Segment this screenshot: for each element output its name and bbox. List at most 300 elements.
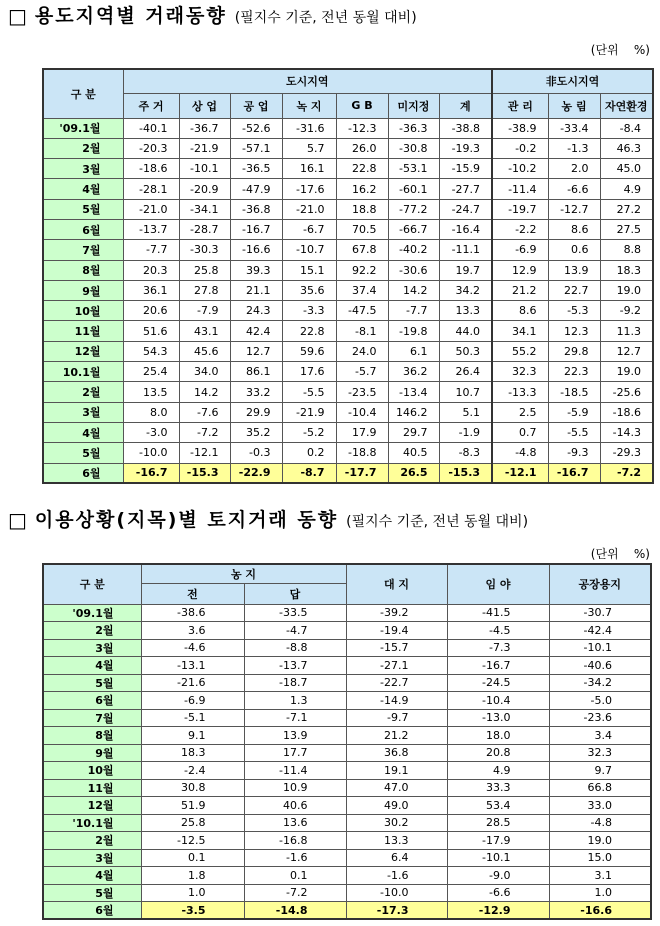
row-label: 7월 — [43, 709, 141, 727]
table-cell: 12.7 — [230, 341, 282, 361]
row-label: 2월 — [43, 622, 141, 640]
table-cell: -15.3 — [179, 463, 230, 483]
land-use-transaction-table — [42, 563, 652, 920]
section1-unit: (단위 %) — [590, 43, 650, 57]
table-cell: 86.1 — [230, 362, 282, 382]
row-label: 10월 — [43, 762, 141, 780]
table-row — [43, 744, 651, 762]
table-cell: -14.3 — [600, 422, 653, 442]
table-cell: -77.2 — [388, 199, 439, 219]
table-cell: 13.3 — [439, 301, 492, 321]
row-label: 3월 — [43, 159, 123, 179]
table-cell: -7.2 — [600, 463, 653, 483]
table-cell: -13.1 — [141, 657, 244, 675]
table-cell: -18.8 — [336, 443, 388, 463]
section1-subtitle: (필지수 기준, 전년 동월 대비) — [234, 10, 417, 26]
table-row — [43, 867, 651, 885]
table-row — [43, 779, 651, 797]
table-row — [43, 884, 651, 902]
table-row — [43, 422, 653, 442]
table-row — [43, 762, 651, 780]
table-cell: -7.2 — [244, 884, 346, 902]
table-cell: -4.7 — [244, 622, 346, 640]
section2-heading — [8, 508, 656, 534]
table-cell: 12.7 — [600, 341, 653, 361]
table-cell: -12.7 — [548, 199, 600, 219]
table-cell: -6.6 — [548, 179, 600, 199]
table-cell: 0.1 — [141, 849, 244, 867]
row-label: 10월 — [43, 301, 123, 321]
table-cell: 22.3 — [548, 362, 600, 382]
table-cell: 21.1 — [230, 280, 282, 300]
row-label: 4월 — [43, 867, 141, 885]
table-row — [43, 902, 651, 920]
table-row — [43, 362, 653, 382]
table-cell: 1.0 — [141, 884, 244, 902]
row-label: 3월 — [43, 639, 141, 657]
table-cell: 21.2 — [492, 280, 548, 300]
table-cell: 51.6 — [123, 321, 179, 341]
table-cell: 54.3 — [123, 341, 179, 361]
table-cell: -1.6 — [346, 867, 447, 885]
section1-heading — [8, 4, 656, 30]
table-cell: -3.3 — [282, 301, 336, 321]
table-cell: -4.5 — [447, 622, 549, 640]
table-cell: -53.1 — [388, 159, 439, 179]
table-cell: -57.1 — [230, 138, 282, 158]
zoning-transaction-table — [42, 68, 654, 484]
row-label: 12월 — [43, 341, 123, 361]
table-cell: -0.3 — [230, 443, 282, 463]
table-cell: 21.2 — [346, 727, 447, 745]
table-row — [43, 443, 653, 463]
table-row — [43, 301, 653, 321]
table-cell: -18.6 — [123, 159, 179, 179]
row-label: 5월 — [43, 199, 123, 219]
table-cell: 33.3 — [447, 779, 549, 797]
table-cell: -30.7 — [549, 604, 651, 622]
row-label: 12월 — [43, 797, 141, 815]
table-cell: 66.8 — [549, 779, 651, 797]
table-cell: 12.9 — [492, 260, 548, 280]
table-cell: -29.3 — [600, 443, 653, 463]
table-cell: -16.7 — [230, 219, 282, 239]
table-cell: -13.4 — [388, 382, 439, 402]
col-header-dry-field: 전 — [141, 583, 244, 604]
table-cell: 0.2 — [282, 443, 336, 463]
table-cell: 19.7 — [439, 260, 492, 280]
table-cell: 34.1 — [492, 321, 548, 341]
table-cell: 8.6 — [492, 301, 548, 321]
table-cell: -18.7 — [244, 674, 346, 692]
table-cell: 8.8 — [600, 240, 653, 260]
table-cell: -10.1 — [179, 159, 230, 179]
row-label: 7월 — [43, 240, 123, 260]
table-cell: 11.3 — [600, 321, 653, 341]
table-cell: -10.0 — [346, 884, 447, 902]
table-row — [43, 159, 653, 179]
table-cell: -5.0 — [549, 692, 651, 710]
table-cell: -5.3 — [548, 301, 600, 321]
table-cell: -16.6 — [549, 902, 651, 920]
col-header-factory-site: 공장용지 — [549, 564, 651, 604]
table-cell: -33.5 — [244, 604, 346, 622]
table-cell: -16.7 — [447, 657, 549, 675]
table-cell: 20.8 — [447, 744, 549, 762]
table-cell: 15.0 — [549, 849, 651, 867]
table-row — [43, 604, 651, 622]
table-cell: -17.9 — [447, 832, 549, 850]
table-cell: -21.9 — [179, 138, 230, 158]
table-cell: 10.7 — [439, 382, 492, 402]
table-cell: -5.5 — [548, 422, 600, 442]
table-cell: 28.5 — [447, 814, 549, 832]
table-cell: -30.3 — [179, 240, 230, 260]
section2-title: 이용상황(지목)별 토지거래 동향 — [34, 509, 339, 531]
table-cell: -30.6 — [388, 260, 439, 280]
row-label: 6월 — [43, 692, 141, 710]
table-cell: 34.2 — [439, 280, 492, 300]
table-cell: -4.6 — [141, 639, 244, 657]
table-cell: -31.6 — [282, 118, 336, 138]
row-label: 3월 — [43, 849, 141, 867]
table-cell: 45.6 — [179, 341, 230, 361]
table-cell: 33.2 — [230, 382, 282, 402]
table-cell: -20.9 — [179, 179, 230, 199]
table-cell: -16.6 — [230, 240, 282, 260]
table-cell: 45.0 — [600, 159, 653, 179]
col-header-management: 관 리 — [492, 93, 548, 118]
table-cell: -66.7 — [388, 219, 439, 239]
table-cell: 10.9 — [244, 779, 346, 797]
table-cell: -11.1 — [439, 240, 492, 260]
row-label: 2월 — [43, 832, 141, 850]
zoning-table-body — [43, 118, 653, 483]
table-cell: -38.8 — [439, 118, 492, 138]
table-cell: -5.1 — [141, 709, 244, 727]
table-cell: -40.1 — [123, 118, 179, 138]
col-header-green: 녹 지 — [282, 93, 336, 118]
table-cell: -11.4 — [244, 762, 346, 780]
table-cell: 16.2 — [336, 179, 388, 199]
table-cell: 35.2 — [230, 422, 282, 442]
row-label: 9월 — [43, 744, 141, 762]
table-cell: -10.2 — [492, 159, 548, 179]
table-cell: -14.8 — [244, 902, 346, 920]
table-cell: -14.9 — [346, 692, 447, 710]
table-cell: -36.3 — [388, 118, 439, 138]
table-cell: -1.6 — [244, 849, 346, 867]
table-cell: 19.0 — [600, 362, 653, 382]
table-cell: -19.3 — [439, 138, 492, 158]
table-cell: -19.7 — [492, 199, 548, 219]
table-cell: -21.0 — [123, 199, 179, 219]
table-cell: 17.6 — [282, 362, 336, 382]
table-row — [43, 622, 651, 640]
table-cell: -40.2 — [388, 240, 439, 260]
table-cell: -6.7 — [282, 219, 336, 239]
table-cell: -16.7 — [548, 463, 600, 483]
table-cell: 18.0 — [447, 727, 549, 745]
row-label: 11월 — [43, 321, 123, 341]
table-cell: 33.0 — [549, 797, 651, 815]
table-cell: -7.2 — [179, 422, 230, 442]
table-cell: -10.4 — [336, 402, 388, 422]
table-cell: 25.4 — [123, 362, 179, 382]
table-cell: 47.0 — [346, 779, 447, 797]
table-cell: 55.2 — [492, 341, 548, 361]
table-cell: -7.1 — [244, 709, 346, 727]
table-cell: 16.1 — [282, 159, 336, 179]
table-cell: 26.5 — [388, 463, 439, 483]
table-row — [43, 341, 653, 361]
table-cell: -5.7 — [336, 362, 388, 382]
table-cell: -10.1 — [549, 639, 651, 657]
col-header-commercial: 상 업 — [179, 93, 230, 118]
table-cell: -6.9 — [492, 240, 548, 260]
table-row — [43, 797, 651, 815]
table-row — [43, 709, 651, 727]
table-cell: 19.0 — [549, 832, 651, 850]
table-cell: -7.7 — [123, 240, 179, 260]
group-header-urban: 도시지역 — [123, 69, 492, 93]
table-cell: -13.3 — [492, 382, 548, 402]
table-cell: 67.8 — [336, 240, 388, 260]
table-cell: -47.5 — [336, 301, 388, 321]
table-cell: -34.2 — [549, 674, 651, 692]
table-cell: -7.9 — [179, 301, 230, 321]
table-cell: -2.4 — [141, 762, 244, 780]
table-cell: -33.4 — [548, 118, 600, 138]
table-cell: -15.9 — [439, 159, 492, 179]
table-cell: 1.8 — [141, 867, 244, 885]
table-cell: -27.1 — [346, 657, 447, 675]
table-cell: -21.0 — [282, 199, 336, 219]
table-cell: 13.5 — [123, 382, 179, 402]
row-label: '09.1월 — [43, 604, 141, 622]
table-cell: 22.8 — [282, 321, 336, 341]
table-cell: 40.6 — [244, 797, 346, 815]
table-cell: -28.7 — [179, 219, 230, 239]
table-cell: -19.8 — [388, 321, 439, 341]
row-label: 9월 — [43, 280, 123, 300]
table-cell: 27.2 — [600, 199, 653, 219]
table-cell: 32.3 — [549, 744, 651, 762]
table-cell: -9.7 — [346, 709, 447, 727]
table-cell: -22.9 — [230, 463, 282, 483]
col-header-agri-forest: 농 림 — [548, 93, 600, 118]
table-row — [43, 849, 651, 867]
table-cell: 27.8 — [179, 280, 230, 300]
table-row — [43, 692, 651, 710]
table-cell: -24.5 — [447, 674, 549, 692]
col-header-building-site: 대 지 — [346, 564, 447, 604]
section2-subtitle: (필지수 기준, 전년 동월 대비) — [346, 514, 529, 530]
table-cell: 44.0 — [439, 321, 492, 341]
table-cell: -1.3 — [548, 138, 600, 158]
table-cell: 25.8 — [141, 814, 244, 832]
table-cell: 5.7 — [282, 138, 336, 158]
table-cell: 14.2 — [388, 280, 439, 300]
table-cell: 3.1 — [549, 867, 651, 885]
col-header-paddy-field: 답 — [244, 583, 346, 604]
row-label: 8월 — [43, 260, 123, 280]
table-cell: -40.6 — [549, 657, 651, 675]
row-label: 6월 — [43, 219, 123, 239]
table-cell: 4.9 — [600, 179, 653, 199]
table-cell: -12.3 — [336, 118, 388, 138]
table-cell: -8.7 — [282, 463, 336, 483]
table-cell: 19.0 — [600, 280, 653, 300]
col-header-urban-total: 계 — [439, 93, 492, 118]
table-cell: -20.3 — [123, 138, 179, 158]
table-cell: -52.6 — [230, 118, 282, 138]
table-cell: -23.5 — [336, 382, 388, 402]
table-row — [43, 832, 651, 850]
table-cell: -8.8 — [244, 639, 346, 657]
table-cell: -9.3 — [548, 443, 600, 463]
table-cell: -8.3 — [439, 443, 492, 463]
table-cell: -21.6 — [141, 674, 244, 692]
table-cell: 18.3 — [141, 744, 244, 762]
table-cell: -38.6 — [141, 604, 244, 622]
table-cell: 5.1 — [439, 402, 492, 422]
table-cell: 43.1 — [179, 321, 230, 341]
row-label: 2월 — [43, 138, 123, 158]
table-cell: 0.7 — [492, 422, 548, 442]
table-cell: 13.3 — [346, 832, 447, 850]
table-cell: -6.6 — [447, 884, 549, 902]
table-cell: 22.7 — [548, 280, 600, 300]
row-label: 5월 — [43, 884, 141, 902]
table-cell: -11.4 — [492, 179, 548, 199]
table-row — [43, 179, 653, 199]
table-cell: 17.7 — [244, 744, 346, 762]
table-cell: 32.3 — [492, 362, 548, 382]
table-cell: 53.4 — [447, 797, 549, 815]
col-header-unassigned: 미지정 — [388, 93, 439, 118]
table-cell: -42.4 — [549, 622, 651, 640]
table-cell: 59.6 — [282, 341, 336, 361]
table-cell: -24.7 — [439, 199, 492, 219]
table-cell: -60.1 — [388, 179, 439, 199]
table-cell: -27.7 — [439, 179, 492, 199]
table-cell: -18.5 — [548, 382, 600, 402]
table-cell: 24.0 — [336, 341, 388, 361]
table-cell: -5.9 — [548, 402, 600, 422]
table-cell: 46.3 — [600, 138, 653, 158]
table-cell: -10.1 — [447, 849, 549, 867]
table-cell: 29.8 — [548, 341, 600, 361]
table-cell: -10.0 — [123, 443, 179, 463]
table-row — [43, 240, 653, 260]
table-cell: 15.1 — [282, 260, 336, 280]
table-cell: 3.4 — [549, 727, 651, 745]
table-cell: -8.1 — [336, 321, 388, 341]
table-cell: 9.7 — [549, 762, 651, 780]
col-header-natural-env: 자연환경 — [600, 93, 653, 118]
table-cell: 51.9 — [141, 797, 244, 815]
table-cell: -15.3 — [439, 463, 492, 483]
table-cell: 37.4 — [336, 280, 388, 300]
table-cell: -17.7 — [336, 463, 388, 483]
table-cell: -4.8 — [492, 443, 548, 463]
table-cell: -5.5 — [282, 382, 336, 402]
table-cell: 2.5 — [492, 402, 548, 422]
table-cell: -36.8 — [230, 199, 282, 219]
table-cell: 40.5 — [388, 443, 439, 463]
table-cell: -9.0 — [447, 867, 549, 885]
table-row — [43, 260, 653, 280]
table-row — [43, 199, 653, 219]
table-cell: -1.9 — [439, 422, 492, 442]
table-cell: -7.7 — [388, 301, 439, 321]
table-cell: -36.7 — [179, 118, 230, 138]
table-cell: -25.6 — [600, 382, 653, 402]
table-cell: 17.9 — [336, 422, 388, 442]
table-row — [43, 382, 653, 402]
table-row — [43, 674, 651, 692]
col-header-residential: 주 거 — [123, 93, 179, 118]
table-cell: -16.8 — [244, 832, 346, 850]
table-cell: -17.3 — [346, 902, 447, 920]
table-cell: 8.6 — [548, 219, 600, 239]
table-cell: -8.4 — [600, 118, 653, 138]
table-cell: 8.0 — [123, 402, 179, 422]
table-cell: -28.1 — [123, 179, 179, 199]
row-label: '09.1월 — [43, 118, 123, 138]
col-header-category: 구 분 — [43, 564, 141, 604]
table-cell: 70.5 — [336, 219, 388, 239]
table-cell: 9.1 — [141, 727, 244, 745]
row-label: 4월 — [43, 657, 141, 675]
table-cell: 92.2 — [336, 260, 388, 280]
table-cell: -12.1 — [179, 443, 230, 463]
table-cell: -18.6 — [600, 402, 653, 422]
row-label: '10.1월 — [43, 814, 141, 832]
table-cell: -12.5 — [141, 832, 244, 850]
table-cell: -13.7 — [244, 657, 346, 675]
table-cell: 12.3 — [548, 321, 600, 341]
table-row — [43, 402, 653, 422]
table-cell: 29.9 — [230, 402, 282, 422]
row-label: 6월 — [43, 902, 141, 920]
table-cell: -16.4 — [439, 219, 492, 239]
table-cell: 4.9 — [447, 762, 549, 780]
table-cell: -22.7 — [346, 674, 447, 692]
table-cell: 1.3 — [244, 692, 346, 710]
table-cell: 6.4 — [346, 849, 447, 867]
table-row — [43, 657, 651, 675]
table-row — [43, 814, 651, 832]
table-cell: 2.0 — [548, 159, 600, 179]
table-cell: -34.1 — [179, 199, 230, 219]
group-header-farmland: 농 지 — [141, 564, 346, 583]
table-cell: 36.8 — [346, 744, 447, 762]
table-cell: -5.2 — [282, 422, 336, 442]
table-row — [43, 463, 653, 483]
row-label: 10.1월 — [43, 362, 123, 382]
table-cell: 49.0 — [346, 797, 447, 815]
table-cell: 18.3 — [600, 260, 653, 280]
table-cell: -36.5 — [230, 159, 282, 179]
table-cell: -30.8 — [388, 138, 439, 158]
table-cell: 29.7 — [388, 422, 439, 442]
table-cell: -13.0 — [447, 709, 549, 727]
table-cell: -10.4 — [447, 692, 549, 710]
table-cell: 0.1 — [244, 867, 346, 885]
table-cell: 146.2 — [388, 402, 439, 422]
